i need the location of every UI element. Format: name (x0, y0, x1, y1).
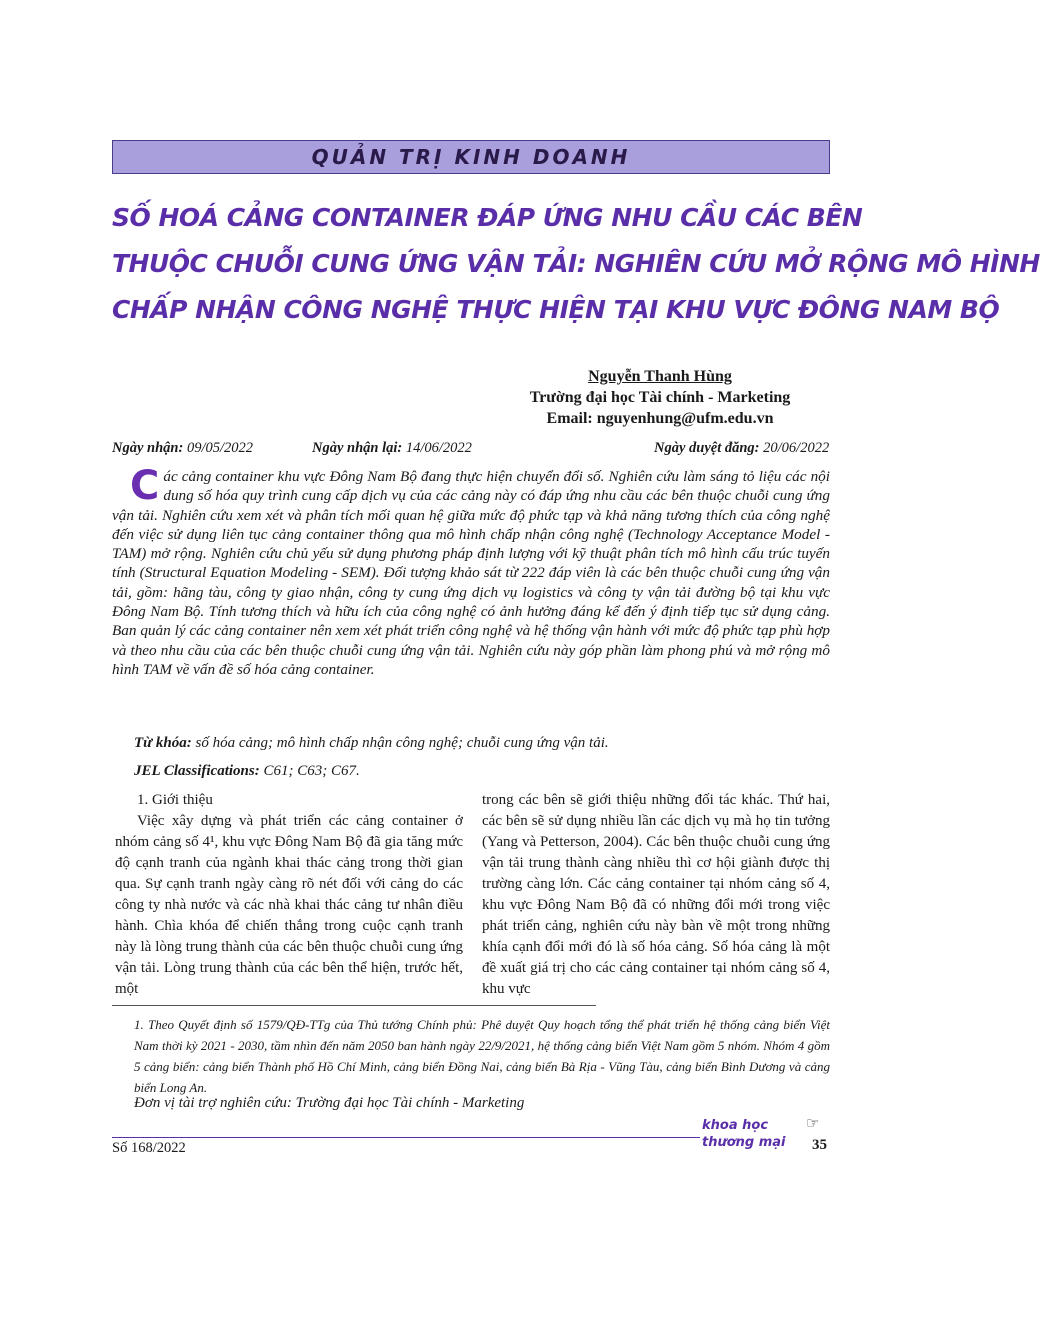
title-line-1: SỐ HOÁ CẢNG CONTAINER ĐÁP ỨNG NHU CẦU CÁC BÊN (112, 203, 863, 232)
abstract-text: ác cảng container khu vực Đông Nam Bộ đang thực hiện chuyển đổi số. Nghiên cứu làm sáng tỏ liệu các nội dung số hóa quy trình cung cấp dịch vụ của các cảng này có đáp ứng nhu cầu các bên thuộc chuỗi cung ứng vận tải. Nghiên cứu xem xét và phân tích mối quan hệ giữa mức độ phức tạp và khả năng tương thích của công nghệ đến việc sử dụng liên tục cảng container thông qua mô hình chấp nhận công nghệ (Technology Acceptance Model - TAM) mở rộng. Nghiên cứu chủ yếu sử dụng phương pháp định lượng với kỹ thuật phân tích mô hình cấu trúc tuyến tính (Structural Equation Modeling - SEM). Đối tượng khảo sát từ 222 đáp viên là các bên thuộc chuỗi cung ứng vận tải, gồm: hãng tàu, công ty giao nhận, công ty cung ứng dịch vụ logistics và công ty vận tải đường bộ tại khu vực Đông Nam Bộ. Tính tương thích và hữu ích của công nghệ có ảnh hưởng đáng kể đến ý định tiếp tục sử dụng cảng. Ban quản lý các cảng container nên xem xét phát triển công nghệ và hệ thống vận hành với mức độ phức tạp phù hợp và theo nhu cầu của các bên thuộc chuỗi cung ứng vận tải. Nghiên cứu này góp phần làm phong phú và mở rộng mô hình TAM về vấn đề số hóa cảng container. (112, 468, 830, 678)
body-column-right (482, 790, 830, 1000)
footnote: 1. Theo Quyết định số 1579/QĐ-TTg của Thủ tướng Chính phủ: Phê duyệt Quy hoạch tổng thể phát triển hệ thống cảng biển Việt Nam thời kỳ 2021 - 2030, tầm nhìn đến năm 2050 ban hành ngày 22/9/2021, hệ thống cảng biển Việt Nam gồm 5 nhóm. Nhóm 4 gồm 5 cảng biển: cảng biển Thành phố Hồ Chí Minh, cảng biển Đồng Nai, cảng biển Bà Rịa - Vũng Tàu, cảng biển Bình Dương và cảng biển Long An. (134, 1017, 830, 1095)
jel-classifications (112, 763, 830, 780)
body-column-left (115, 790, 463, 1000)
sponsor-note: Đơn vị tài trợ nghiên cứu: Trường đại học Tài chính - Marketing (134, 1095, 525, 1111)
pointing-hand-icon: ☞ (806, 1116, 820, 1132)
section-label: QUẢN TRỊ KINH DOANH (311, 145, 631, 169)
author-affiliation: Trường đại học Tài chính - Marketing (529, 389, 791, 406)
page-number: 35 (812, 1137, 827, 1153)
footer-divider (112, 1137, 700, 1138)
jel-label: JEL Classifications: (134, 763, 260, 779)
section-heading-introduction: 1. Giới thiệu (137, 792, 213, 808)
keywords (112, 735, 830, 752)
author-email: Email: nguyenhung@ufm.edu.vn (546, 410, 774, 427)
journal-brand (702, 1117, 792, 1151)
body-paragraph-left: Việc xây dựng và phát triển các cảng container ở nhóm cảng số 4¹, khu vực Đông Nam Bộ đã gia tăng mức độ cạnh tranh của ngành khai thác cảng trong thời gian qua. Sự cạnh tranh ngày càng rõ nét đối với cảng do các công ty nhà nước và các nhà khai thác cảng tư nhân điều hành. Chìa khóa để chiến thắng trong cuộc cạnh tranh này là lòng trung thành của các bên thuộc chuỗi cung ứng vận tải. Lòng trung thành của các bên thể hiện, trước hết, một (115, 813, 463, 997)
section-banner (112, 140, 830, 174)
revised-value: 14/06/2022 (405, 440, 472, 456)
footnote-divider (112, 1005, 596, 1006)
brand-line-1: khoa học (702, 1118, 769, 1133)
accepted-date (654, 440, 829, 457)
author-name: Nguyễn Thanh Hùng (588, 368, 732, 385)
article-dates (112, 440, 830, 460)
article-title (112, 195, 1040, 333)
abstract (112, 463, 830, 679)
brand-line-2: thương mại (702, 1135, 786, 1150)
body-paragraph-right: trong các bên sẽ giới thiệu những đối tác khác. Thứ hai, các bên sẽ sử dụng nhiều lần các dịch vụ mà họ tin tưởng (Yang và Petterson, 2004). Các bên thuộc chuỗi cung ứng vận tải trung thành càng nhiều thì cơ hội giành được thị trường càng lớn. Các cảng container tại nhóm cảng số 4, khu vực Đông Nam Bộ đã có những đổi mới trong việc phát triển cảng, nghiên cứu này bàn về một trong những khía cạnh đổi mới đó là số hóa cảng. Số hóa cảng là một đề xuất giá trị cho các cảng container tại nhóm cảng số 4, khu vực (482, 792, 830, 997)
accepted-value: 20/06/2022 (763, 440, 830, 456)
abstract-dropcap: C (130, 463, 160, 509)
received-date (112, 440, 253, 457)
received-value: 09/05/2022 (186, 440, 253, 456)
revised-label: Ngày nhận lại: (312, 440, 403, 456)
keywords-text: số hóa cảng; mô hình chấp nhận công nghệ; chuỗi cung ứng vận tải. (195, 735, 609, 751)
title-line-2: THUỘC CHUỖI CUNG ỨNG VẬN TẢI: NGHIÊN CỨU MỞ RỘNG MÔ HÌNH (112, 249, 1040, 278)
title-line-3: CHẤP NHẬN CÔNG NGHỆ THỰC HIỆN TẠI KHU VỰC ĐÔNG NAM BỘ (112, 295, 1000, 324)
revised-date (312, 440, 472, 457)
author-block (470, 366, 850, 429)
jel-text: C61; C63; C67. (263, 763, 360, 779)
keywords-label: Từ khóa: (134, 735, 192, 751)
accepted-label: Ngày duyệt đăng: (654, 440, 760, 456)
received-label: Ngày nhận: (112, 440, 184, 456)
issue-number: Số 168/2022 (112, 1140, 186, 1156)
